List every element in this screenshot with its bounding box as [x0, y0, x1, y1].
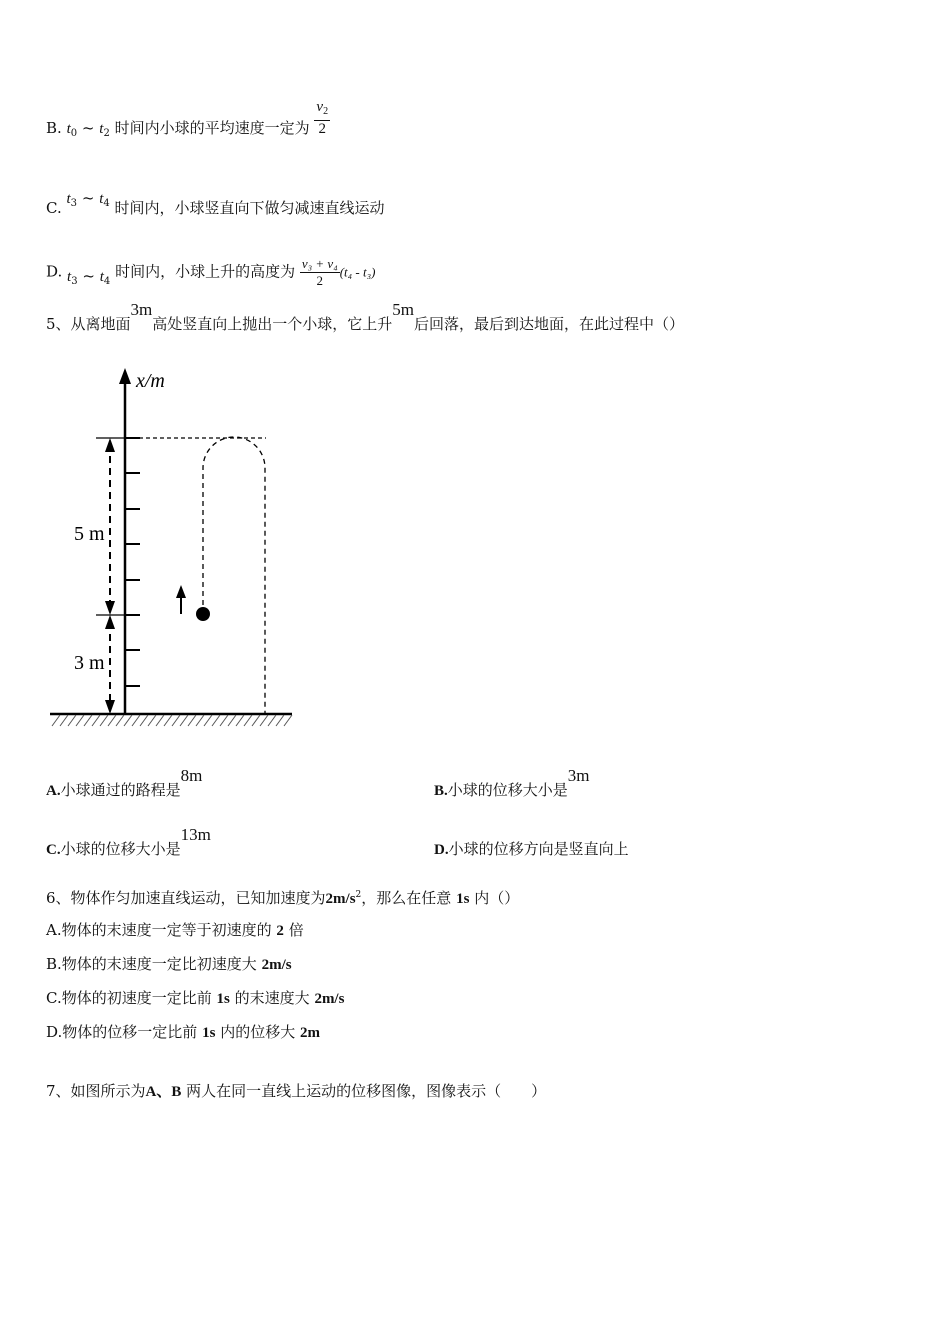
q5-option-b [434, 766, 590, 801]
fraction-v2-over-2 [314, 99, 330, 137]
var-t: t [66, 191, 71, 207]
subscript: 3 [71, 275, 78, 287]
ground-hatching [52, 715, 292, 726]
option-number: 2m/s [314, 991, 345, 1007]
stem-text: 高处竖直向上抛出一个小球，它上升 [152, 315, 393, 333]
time-value: 1s [456, 891, 470, 907]
ball-trajectory [203, 437, 265, 714]
option-number: 2m/s [261, 957, 292, 973]
denominator: 2 [318, 121, 326, 137]
time-value: 1s [216, 991, 230, 1007]
option-text: 小球的位移大小是 [447, 781, 568, 799]
option-label: B. [46, 955, 62, 973]
time-difference: (t₄ - t₃) [339, 264, 376, 280]
var-t: t [66, 121, 71, 137]
q6-stem [46, 885, 519, 909]
option-label: C. [46, 989, 62, 1007]
var-v: v [316, 99, 324, 115]
q6-option-d [46, 1022, 320, 1043]
stem-text: 5、从离地面 [46, 315, 131, 333]
q4-option-c [46, 189, 385, 224]
option-text: 物体的位移一定比前 [62, 1023, 198, 1041]
stem-text: 7、如图所示为 [46, 1082, 146, 1100]
label-3m: 3 m [74, 652, 105, 674]
option-label: B. [46, 119, 62, 137]
option-value: 8m [180, 766, 203, 785]
axis-ticks [125, 438, 140, 686]
q4-option-b [46, 99, 330, 144]
tilde: ~ [82, 266, 95, 285]
acceleration-value: 2m/s [325, 891, 356, 907]
option-label: C. [46, 842, 61, 858]
option-label: D. [46, 262, 63, 281]
option-number: 2m [299, 1025, 320, 1041]
q5-option-a [46, 766, 203, 801]
var-t: t [67, 268, 72, 285]
persons-label: A、B [145, 1084, 182, 1100]
subscript: 2 [323, 106, 329, 117]
option-text: 的末速度大 [234, 989, 310, 1007]
option-text: 时间内小球的平均速度一定为 [114, 119, 310, 137]
q7-stem [46, 1081, 546, 1102]
tilde: ~ [81, 189, 95, 207]
option-value: 3m [567, 766, 590, 785]
ball [196, 607, 210, 621]
velocity-arrow-icon [176, 585, 186, 598]
height-value: 3m [130, 300, 153, 319]
option-value: 13m [180, 825, 211, 844]
option-text: 物体的末速度一定等于初速度的 [61, 921, 272, 939]
option-text: 内的位移大 [220, 1023, 296, 1041]
option-label: A. [46, 783, 61, 799]
tilde: ~ [81, 119, 95, 137]
q5-option-d [434, 839, 629, 860]
denominator: 2 [316, 273, 324, 288]
arrow-up-icon [105, 615, 115, 629]
option-label: B. [434, 783, 448, 799]
option-label: D. [434, 842, 449, 858]
arrow-down-icon [105, 601, 115, 615]
label-5m: 5 m [74, 523, 105, 545]
stem-text: 两人在同一直线上运动的位移图像，图像表示（ ） [186, 1082, 547, 1100]
option-label: D. [46, 1023, 63, 1041]
option-text: 小球的位移方向是竖直向上 [448, 840, 629, 858]
option-label: A. [46, 921, 62, 939]
q4-option-d [46, 256, 375, 289]
var-t: t [99, 121, 104, 137]
option-text: 小球的位移大小是 [60, 840, 181, 858]
subscript: 0 [70, 128, 78, 139]
arrow-down-icon [105, 700, 115, 714]
q5-stem [46, 300, 685, 334]
q6-option-c [46, 988, 344, 1009]
numerator: v₃ + v₄ [301, 256, 338, 271]
option-text: 时间内，小球上升的高度为 [115, 262, 296, 281]
option-text: 时间内，小球竖直向下做匀减速直线运动 [114, 199, 385, 217]
rise-value: 5m [392, 300, 415, 319]
subscript: 4 [103, 275, 111, 287]
stem-text: ，那么在任意 [361, 889, 452, 907]
fraction-v3-plus-v4-over-2 [300, 256, 340, 289]
superscript: 2 [355, 890, 362, 900]
subscript: 3 [70, 198, 78, 209]
stem-text: 内（） [474, 889, 520, 907]
option-text: 物体的初速度一定比前 [61, 989, 212, 1007]
var-t: t [99, 268, 104, 285]
option-text: 倍 [288, 921, 304, 939]
axis-arrow-icon [119, 368, 131, 384]
option-text: 物体的末速度一定比初速度大 [61, 955, 257, 973]
var-t: t [99, 191, 104, 207]
q6-option-a [46, 920, 304, 941]
subscript: 2 [103, 128, 110, 139]
q5-figure [44, 362, 304, 732]
time-value: 1s [202, 1025, 216, 1041]
subscript: 4 [103, 198, 110, 209]
q5-option-c [46, 825, 211, 860]
option-label: C. [46, 199, 62, 217]
stem-text: 6、物体作匀加速直线运动，已知加速度为 [46, 889, 326, 907]
option-text: 小球通过的路程是 [60, 781, 181, 799]
q6-option-b [46, 954, 292, 975]
axis-label: x/m [136, 370, 165, 392]
option-number: 2 [276, 923, 284, 939]
arrow-up-icon [105, 438, 115, 452]
stem-text: 后回落，最后到达地面，在此过程中（） [414, 315, 685, 333]
